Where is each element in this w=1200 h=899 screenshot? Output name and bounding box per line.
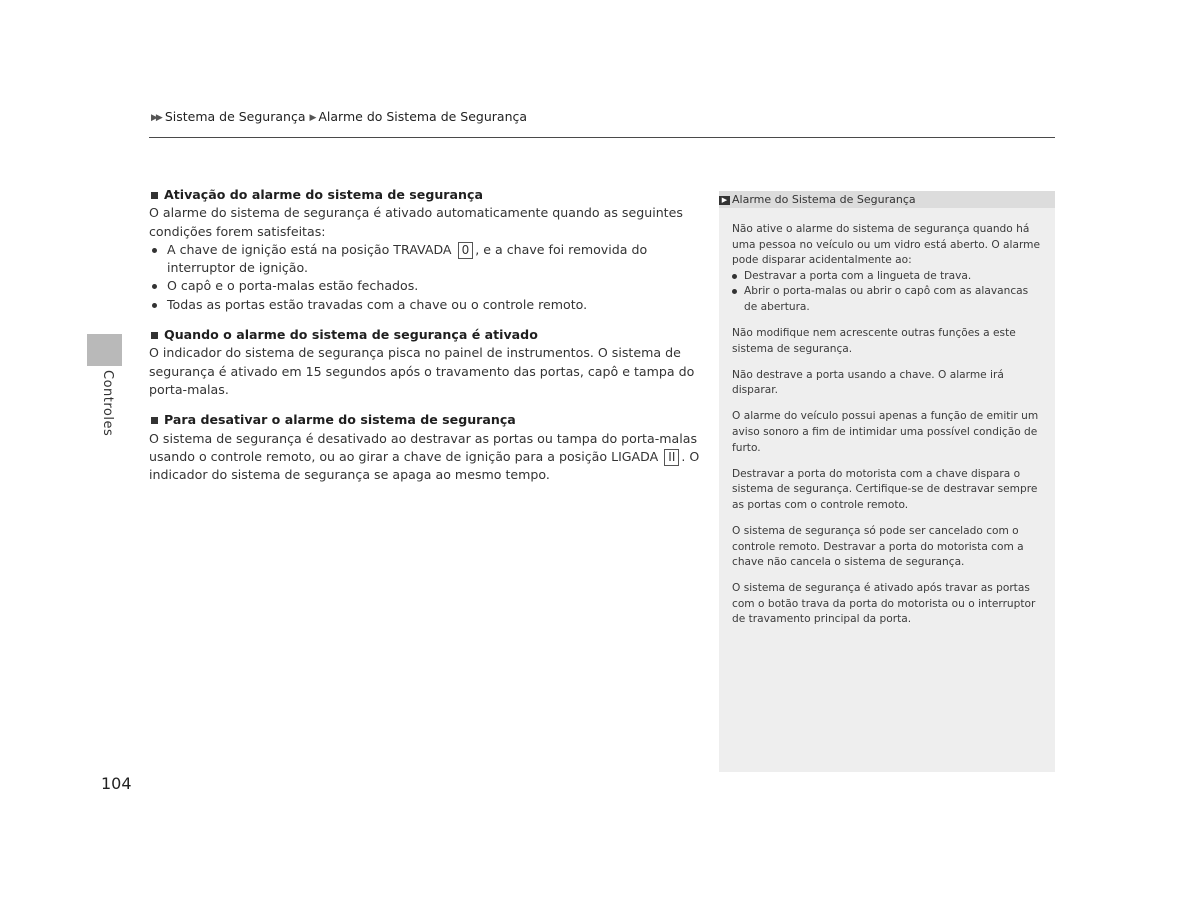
breadcrumb-item-alarm[interactable]: Alarme do Sistema de Segurança — [318, 109, 528, 124]
section-activation — [149, 186, 701, 314]
chapter-tab[interactable] — [87, 334, 122, 366]
note-list — [732, 269, 1044, 316]
note-paragraph: O sistema de segurança só pode ser cancelado com o controle remoto. Destravar a porta do motorista com a chave não cancela o sistema de segurança. — [732, 525, 1024, 569]
page-number: 104 — [101, 774, 132, 793]
square-bullet-icon — [151, 192, 158, 199]
section-body: O indicador do sistema de segurança pisca no painel de instrumentos. O sistema de segurança é ativado em 15 segundos após o travamento das portas, capô e tampa do porta-malas. — [149, 345, 695, 397]
note-list-item: Abrir o porta-malas ou abrir o capô com as alavancas de abertura. — [732, 284, 1044, 315]
section-when-activated — [149, 326, 701, 399]
side-note-body — [732, 222, 1044, 639]
ignition-position-ii-icon: II — [664, 449, 679, 466]
section-body: O sistema de segurança é desativado ao destravar as portas ou tampa do porta-malas usando o controle remoto, ou ao girar a chave de ignição para a posição LIGADA II . O indicador do sistema de segurança se apaga ao mesmo tempo. — [149, 430, 700, 483]
list-item: O capô e o porta-malas estão fechados. — [149, 277, 701, 295]
section-deactivate — [149, 411, 701, 484]
note-paragraph: Não ative o alarme do sistema de segurança quando há uma pessoa no veículo ou um vidro está aberto. O alarme pode disparar acidentalmente ao: — [732, 223, 1040, 267]
list-item: Todas as portas estão travadas com a chave ou o controle remoto. — [149, 296, 701, 314]
note-paragraph: O sistema de segurança é ativado após travar as portas com o botão trava da porta do motorista ou o interruptor de travamento principal da porta. — [732, 582, 1036, 626]
section-heading: Quando o alarme do sistema de segurança é ativado — [149, 326, 701, 344]
breadcrumb-item-security-system[interactable]: Sistema de Segurança — [164, 109, 306, 124]
square-bullet-icon — [151, 332, 158, 339]
note-paragraph: Não destrave a porta usando a chave. O alarme irá disparar. — [732, 368, 1004, 397]
ignition-position-0-icon: 0 — [458, 242, 474, 259]
note-paragraph: Destravar a porta do motorista com a chave dispara o sistema de segurança. Certifique-se de destravar sempre as portas com o controle remoto. — [732, 467, 1038, 511]
arrow-icon: ▶ — [309, 113, 315, 123]
main-content — [149, 186, 701, 496]
side-note-header — [719, 191, 1055, 208]
header-divider — [149, 137, 1055, 138]
side-note-title: Alarme do Sistema de Segurança — [732, 193, 916, 206]
section-heading: Para desativar o alarme do sistema de segurança — [149, 411, 701, 429]
chapter-tab-label: Controles — [100, 370, 115, 437]
note-paragraph: O alarme do veículo possui apenas a função de emitir um aviso sonoro a fim de intimidar uma possível condição de furto. — [732, 410, 1039, 454]
list-item: A chave de ignição está na posição TRAVADA 0 , e a chave foi removida do interruptor de ignição. — [149, 241, 701, 278]
square-bullet-icon — [151, 417, 158, 424]
section-intro: O alarme do sistema de segurança é ativado automaticamente quando as seguintes condições forem satisfeitas: — [149, 205, 683, 239]
double-arrow-icon: ▶▶ — [151, 113, 161, 123]
section-heading: Ativação do alarme do sistema de segurança — [149, 186, 701, 204]
note-paragraph: Não modifique nem acrescente outras funções a este sistema de segurança. — [732, 327, 1016, 355]
breadcrumb — [151, 109, 527, 124]
note-reference-icon: ▶ — [719, 196, 730, 205]
note-list-item: Destravar a porta com a lingueta de trava. — [732, 269, 1044, 285]
conditions-list — [149, 241, 701, 314]
